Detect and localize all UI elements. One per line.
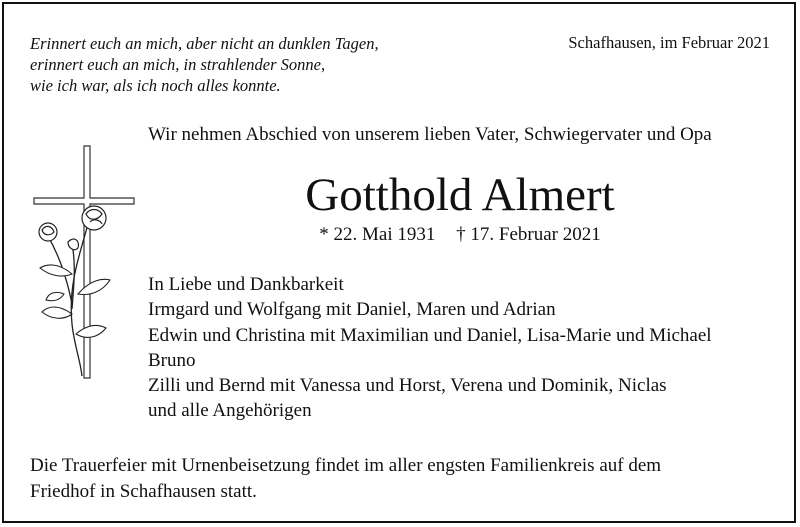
death-date: † 17. Februar 2021	[456, 224, 601, 245]
funeral-notice-line: Friedhof in Schafhausen statt.	[30, 480, 257, 502]
mourners-line: Zilli und Bernd mit Vanessa und Horst, Verena und Dominik, Niclas	[148, 375, 667, 397]
poem-line: erinnert euch an mich, in strahlender Sonne,	[30, 55, 326, 74]
mourners-line: Irmgard und Wolfgang mit Daniel, Maren und Adrian	[148, 299, 556, 321]
mourners-line: und alle Angehörigen	[148, 400, 312, 422]
mourners-list	[148, 272, 712, 424]
funeral-notice	[30, 453, 661, 504]
birth-date: * 22. Mai 1931	[319, 224, 436, 245]
memorial-poem	[30, 33, 379, 96]
farewell-intro: Wir nehmen Abschied von unserem lieben Vater, Schwiegervater und Opa	[148, 124, 712, 145]
life-dates	[0, 224, 800, 246]
funeral-notice-line: Die Trauerfeier mit Urnenbeisetzung findet im aller engsten Familienkreis auf dem	[30, 455, 662, 476]
poem-line: wie ich war, als ich noch alles konnte.	[30, 76, 281, 95]
poem-line: Erinnert euch an mich, aber nicht an dunklen Tagen,	[30, 34, 379, 53]
mourners-line: Bruno	[148, 349, 196, 371]
deceased-name: Gotthold Almert	[305, 169, 615, 221]
mourners-line: Edwin und Christina mit Maximilian und Daniel, Lisa-Marie und Michael	[148, 324, 712, 346]
place-and-date: Schafhausen, im Februar 2021	[568, 33, 770, 52]
mourners-line: In Liebe und Dankbarkeit	[148, 274, 344, 295]
